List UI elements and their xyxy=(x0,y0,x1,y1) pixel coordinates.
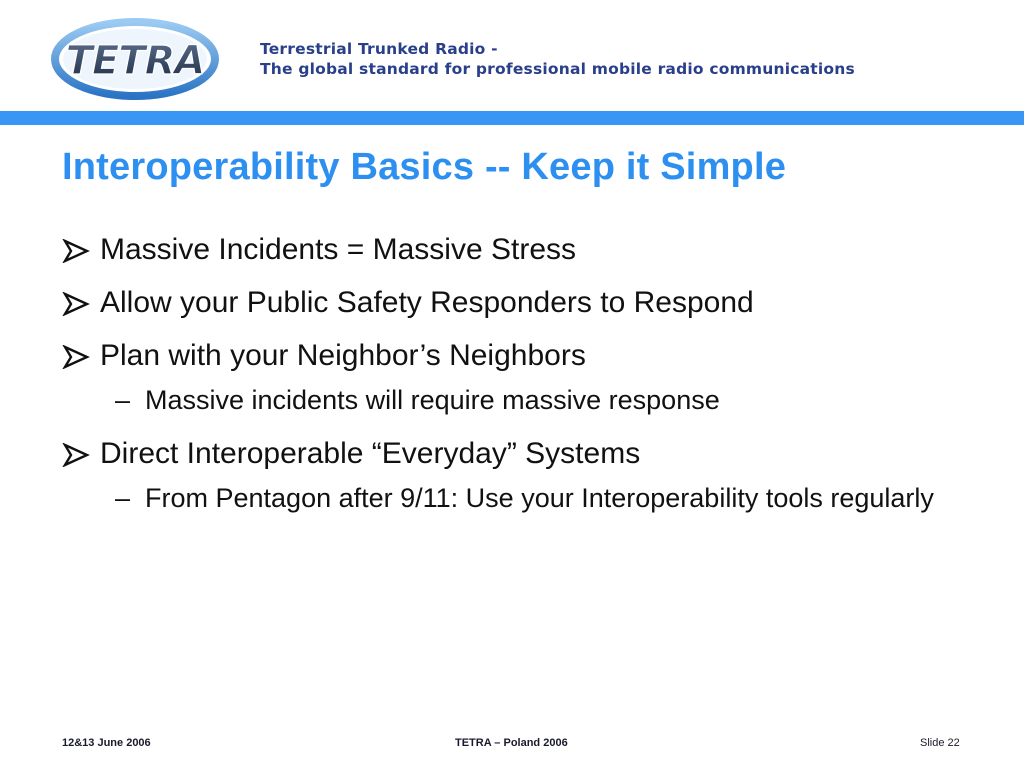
footer-event: TETRA – Poland 2006 xyxy=(455,737,568,749)
arrow-bullet-icon xyxy=(62,443,90,467)
arrow-bullet-icon xyxy=(62,292,90,316)
dash-bullet: – xyxy=(115,483,131,513)
header-line-1: Terrestrial Trunked Radio - xyxy=(260,40,498,58)
footer-date: 12&13 June 2006 xyxy=(62,737,151,749)
bullet-text: Massive Incidents = Massive Stress xyxy=(100,233,577,266)
header-line-2: The global standard for professional mobile radio communications xyxy=(260,60,855,78)
footer-slide-number: Slide 22 xyxy=(920,737,960,749)
header-tagline xyxy=(260,39,855,79)
sub-bullet-item xyxy=(62,479,945,518)
arrow-bullet-icon xyxy=(62,345,90,369)
bullet-text: Direct Interoperable “Everyday” Systems xyxy=(100,437,641,470)
arrow-bullet-icon xyxy=(62,239,90,263)
slide-title: Interoperability Basics -- Keep it Simple xyxy=(62,146,787,188)
slide-content xyxy=(62,228,962,530)
logo-text: TETRA xyxy=(65,38,205,84)
bullet-text: Allow your Public Safety Responders to Respond xyxy=(100,286,754,319)
bullet-text: Plan with your Neighbor’s Neighbors xyxy=(100,339,586,372)
sub-bullet-text: Massive incidents will require massive response xyxy=(145,385,720,415)
header-divider-bar xyxy=(0,111,1024,125)
bullet-item xyxy=(62,432,962,476)
sub-bullet-item xyxy=(62,381,945,420)
bullet-item xyxy=(62,281,962,325)
tetra-logo xyxy=(50,18,220,100)
bullet-item xyxy=(62,334,962,378)
sub-bullet-text: From Pentagon after 9/11: Use your Interoperability tools regularly xyxy=(145,483,934,513)
bullet-item xyxy=(62,228,962,272)
dash-bullet: – xyxy=(115,385,131,415)
